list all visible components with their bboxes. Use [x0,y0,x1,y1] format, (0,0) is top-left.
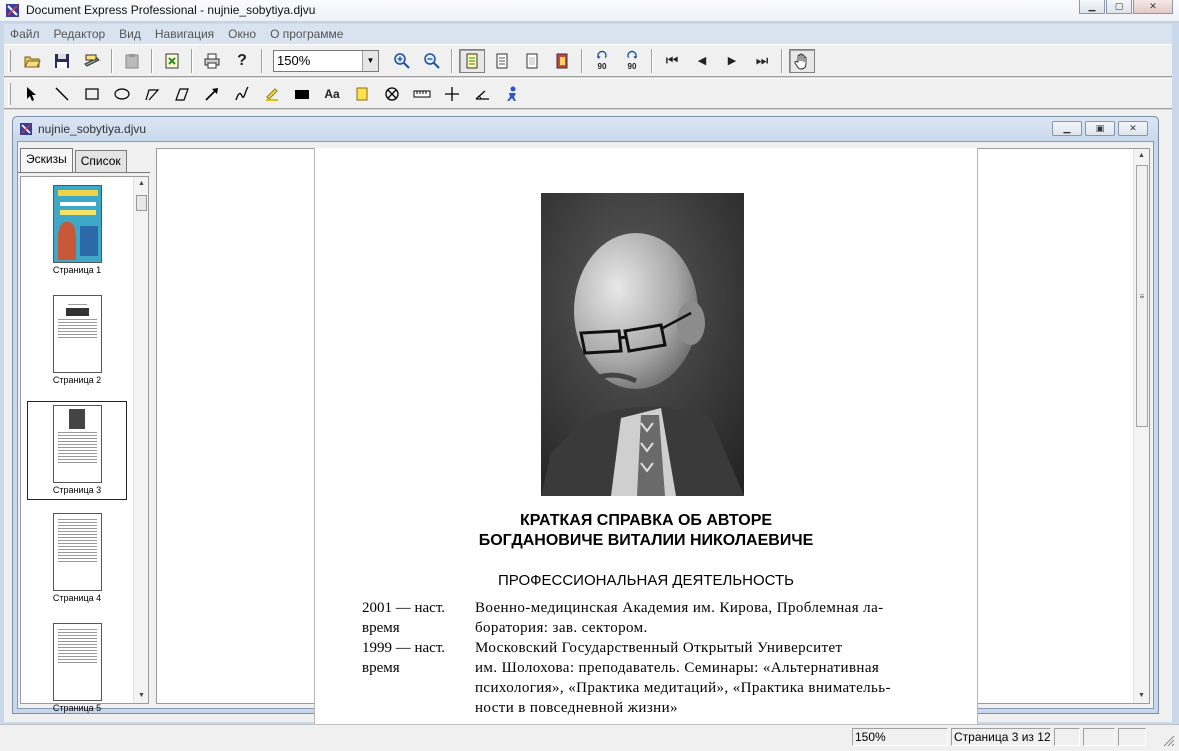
document-view[interactable] [156,148,1150,716]
entry-text: Военно-медицинская Академия им. Кирова, Проблемная ла- [475,600,884,616]
title-bar [0,0,1179,22]
last-page-button[interactable] [749,49,775,73]
menu-bar [4,24,1172,44]
bio-entry-1 [362,598,926,638]
angle-icon [473,85,491,103]
facing-pages-icon [523,52,541,70]
entry-text: психология», «Практика медитаций», «Практика внимательь- [475,680,891,696]
save-button[interactable] [49,49,75,73]
polyline-tool-button[interactable] [139,82,165,106]
facing-pages-button[interactable] [519,49,545,73]
menu-navigation[interactable]: Навигация [154,27,215,41]
polygon-tool-button[interactable] [169,82,195,106]
single-page-button[interactable] [459,49,485,73]
text-tool-label: Aa [324,86,340,101]
highlighter-tool-button[interactable] [259,82,285,106]
hand-icon [793,52,811,70]
zoom-in-button[interactable] [389,49,415,73]
entry-years: 1999 — наст. [362,640,446,656]
window-title: Document Express Professional - nujnie_sobytiya.djvu [26,3,316,17]
status-cell-empty [1054,728,1080,746]
last-page-icon: ⏭ [755,52,769,68]
select-tool-button[interactable] [19,82,45,106]
thumbnail-image [53,185,102,263]
entry-years: время [362,660,400,676]
print-button[interactable] [199,49,225,73]
menu-view[interactable]: Вид [119,27,141,41]
doc-restore-button[interactable]: ▣ [1085,121,1115,136]
scan-button[interactable] [79,49,105,73]
rotate-right-button[interactable] [619,49,645,73]
section-title: ПРОФЕССИОНАЛЬНАЯ ДЕЯТЕЛЬНОСТЬ [497,572,795,589]
thumbnail-scroll-thumb[interactable] [136,195,147,211]
thumbnail-page-4[interactable] [27,513,127,603]
rotate-left-button[interactable] [589,49,615,73]
entry-years: 2001 — наст. [362,600,446,616]
thumbnail-caption: Страница 5 [52,703,102,713]
arrow-pointer-icon [23,85,41,103]
minimize-button[interactable]: ▁ [1079,0,1105,14]
author-photo [541,193,744,496]
measure-tool-button[interactable] [439,82,465,106]
status-cell-empty [1083,728,1115,746]
bio-entry-2 [362,638,926,718]
dropdown-arrow-icon[interactable]: ▼ [362,51,378,71]
printer-icon [203,52,221,70]
document-scrollbar[interactable] [1133,149,1149,703]
document-window-title: nujnie_sobytiya.djvu [38,122,147,136]
filled-rectangle-icon [293,85,311,103]
document-page [314,148,978,748]
paste-button[interactable] [119,49,145,73]
note-tool-button[interactable] [349,82,375,106]
floppy-icon [53,52,71,70]
open-file-button[interactable] [19,49,45,73]
entry-text: ности в повседневной жизни» [475,700,678,716]
entry-text: боратория: зав. сектором. [475,620,648,636]
menu-window[interactable]: Окно [228,27,257,41]
next-page-button[interactable] [719,49,745,73]
book-view-button[interactable] [549,49,575,73]
clipboard-icon [123,52,141,70]
sticky-note-icon [353,85,371,103]
main-toolbar [4,44,1172,77]
continuous-page-icon [493,52,511,70]
ruler-tool-button[interactable] [409,82,435,106]
menu-file[interactable]: Файл [10,27,40,41]
document-window-body [17,141,1154,716]
thumbnail-page-3[interactable] [27,401,127,500]
freehand-tool-button[interactable] [229,82,255,106]
scanner-icon [83,52,101,70]
zoom-out-button[interactable] [419,49,445,73]
thumbnail-page-5[interactable] [27,623,127,713]
thumbnail-image [53,623,102,701]
thumbnail-image [53,295,102,373]
book-icon [553,52,571,70]
arrow-tool-button[interactable] [199,82,225,106]
menu-about[interactable]: О программе [270,27,344,41]
thumbnail-image [53,513,102,591]
hand-tool-button[interactable] [789,49,815,73]
thumbnail-caption: Страница 4 [52,593,102,603]
resize-grip-icon[interactable] [1163,735,1175,747]
document-window-titlebar[interactable] [13,117,1158,141]
user-tool-button[interactable] [499,82,525,106]
status-cell-empty [1118,728,1146,746]
angle-tool-button[interactable] [469,82,495,106]
question-mark-icon: ? [237,51,247,69]
thumbnail-caption: Страница 3 [52,485,102,495]
first-page-button[interactable] [659,49,685,73]
heading-line-1: КРАТКАЯ СПРАВКА ОБ АВТОРЕ [519,512,773,529]
line-icon [53,85,71,103]
thumbnail-list[interactable] [20,176,149,713]
ellipse-tool-button[interactable] [109,82,135,106]
entry-years: время [362,620,400,636]
zoom-select[interactable] [273,50,379,72]
rotate-left-icon [593,51,611,63]
filled-rect-tool-button[interactable] [289,82,315,106]
crosshair-icon [443,85,461,103]
doc-close-button[interactable]: ✕ [1118,121,1148,136]
thumbnail-page-1[interactable] [27,185,127,275]
single-page-icon [463,52,481,70]
app-icon [5,3,20,18]
status-bar [0,724,1179,751]
circle-x-icon [383,85,401,103]
entry-text: им. Шолохова: преподаватель. Семинары: «Альтернативная [475,660,880,676]
rotate-right-icon [623,51,641,63]
help-button[interactable] [229,49,255,73]
menu-editor[interactable]: Редактор [53,27,106,41]
first-page-icon: ⏮ [665,52,679,68]
thumbnail-caption: Страница 1 [52,265,102,275]
polygon-icon [173,85,191,103]
highlighter-icon [263,85,281,103]
zoom-in-icon [393,52,411,70]
rectangle-icon [83,85,101,103]
toolbar-grip[interactable] [8,83,11,105]
pencil-icon [233,85,251,103]
person-icon [503,85,521,103]
new-document-button[interactable] [159,49,185,73]
arrow-icon [203,85,221,103]
entry-text: Московский Государственный Открытый Университет [475,640,843,656]
document-window [12,116,1159,714]
ruler-icon [413,85,431,103]
rectangle-tool-button[interactable] [79,82,105,106]
scroll-down-arrow-icon[interactable]: ▼ [1138,692,1145,699]
djvu-document-icon [19,122,33,136]
thumbnail-scrollbar[interactable] [133,177,148,703]
heading-line-2: БОГДАНОВИЧЕ ВИТАЛИИ НИКОЛАЕВИЧЕ [478,532,814,549]
ellipse-icon [113,85,131,103]
tab-list[interactable]: Список [75,150,127,172]
tab-thumbnails[interactable]: Эскизы [20,148,73,172]
doc-minimize-button[interactable]: ▁ [1052,121,1082,136]
annotation-toolbar [4,78,1172,109]
maximize-button[interactable]: ▢ [1106,0,1132,14]
document-star-icon [163,52,181,70]
prev-page-icon: ◀ [697,55,707,67]
document-scroll-thumb[interactable]: ≡ [1136,165,1148,427]
scroll-down-arrow-icon[interactable]: ▼ [138,692,145,699]
scroll-up-arrow-icon[interactable]: ▲ [1138,152,1145,159]
status-page: Страница 3 из 12 [951,728,1051,746]
stamp-tool-button[interactable] [379,82,405,106]
zoom-out-icon [423,52,441,70]
open-folder-icon [23,52,41,70]
thumbnail-panel [18,142,154,713]
thumbnail-caption: Страница 2 [52,375,102,385]
status-zoom: 150% [852,728,948,746]
close-button[interactable]: ✕ [1133,0,1173,14]
scroll-up-arrow-icon[interactable]: ▲ [138,180,145,187]
mdi-area [4,110,1172,722]
continuous-page-button[interactable] [489,49,515,73]
line-tool-button[interactable] [49,82,75,106]
polyline-icon [143,85,161,103]
thumbnail-image [53,405,102,483]
toolbar-grip[interactable] [8,50,11,72]
text-tool-button[interactable] [319,82,345,106]
next-page-icon: ▶ [727,55,737,67]
rotate-left-label: 90 [597,61,607,71]
rotate-right-label: 90 [627,61,637,71]
prev-page-button[interactable] [689,49,715,73]
thumbnail-page-2[interactable] [27,295,127,385]
zoom-value: 150% [277,53,311,68]
